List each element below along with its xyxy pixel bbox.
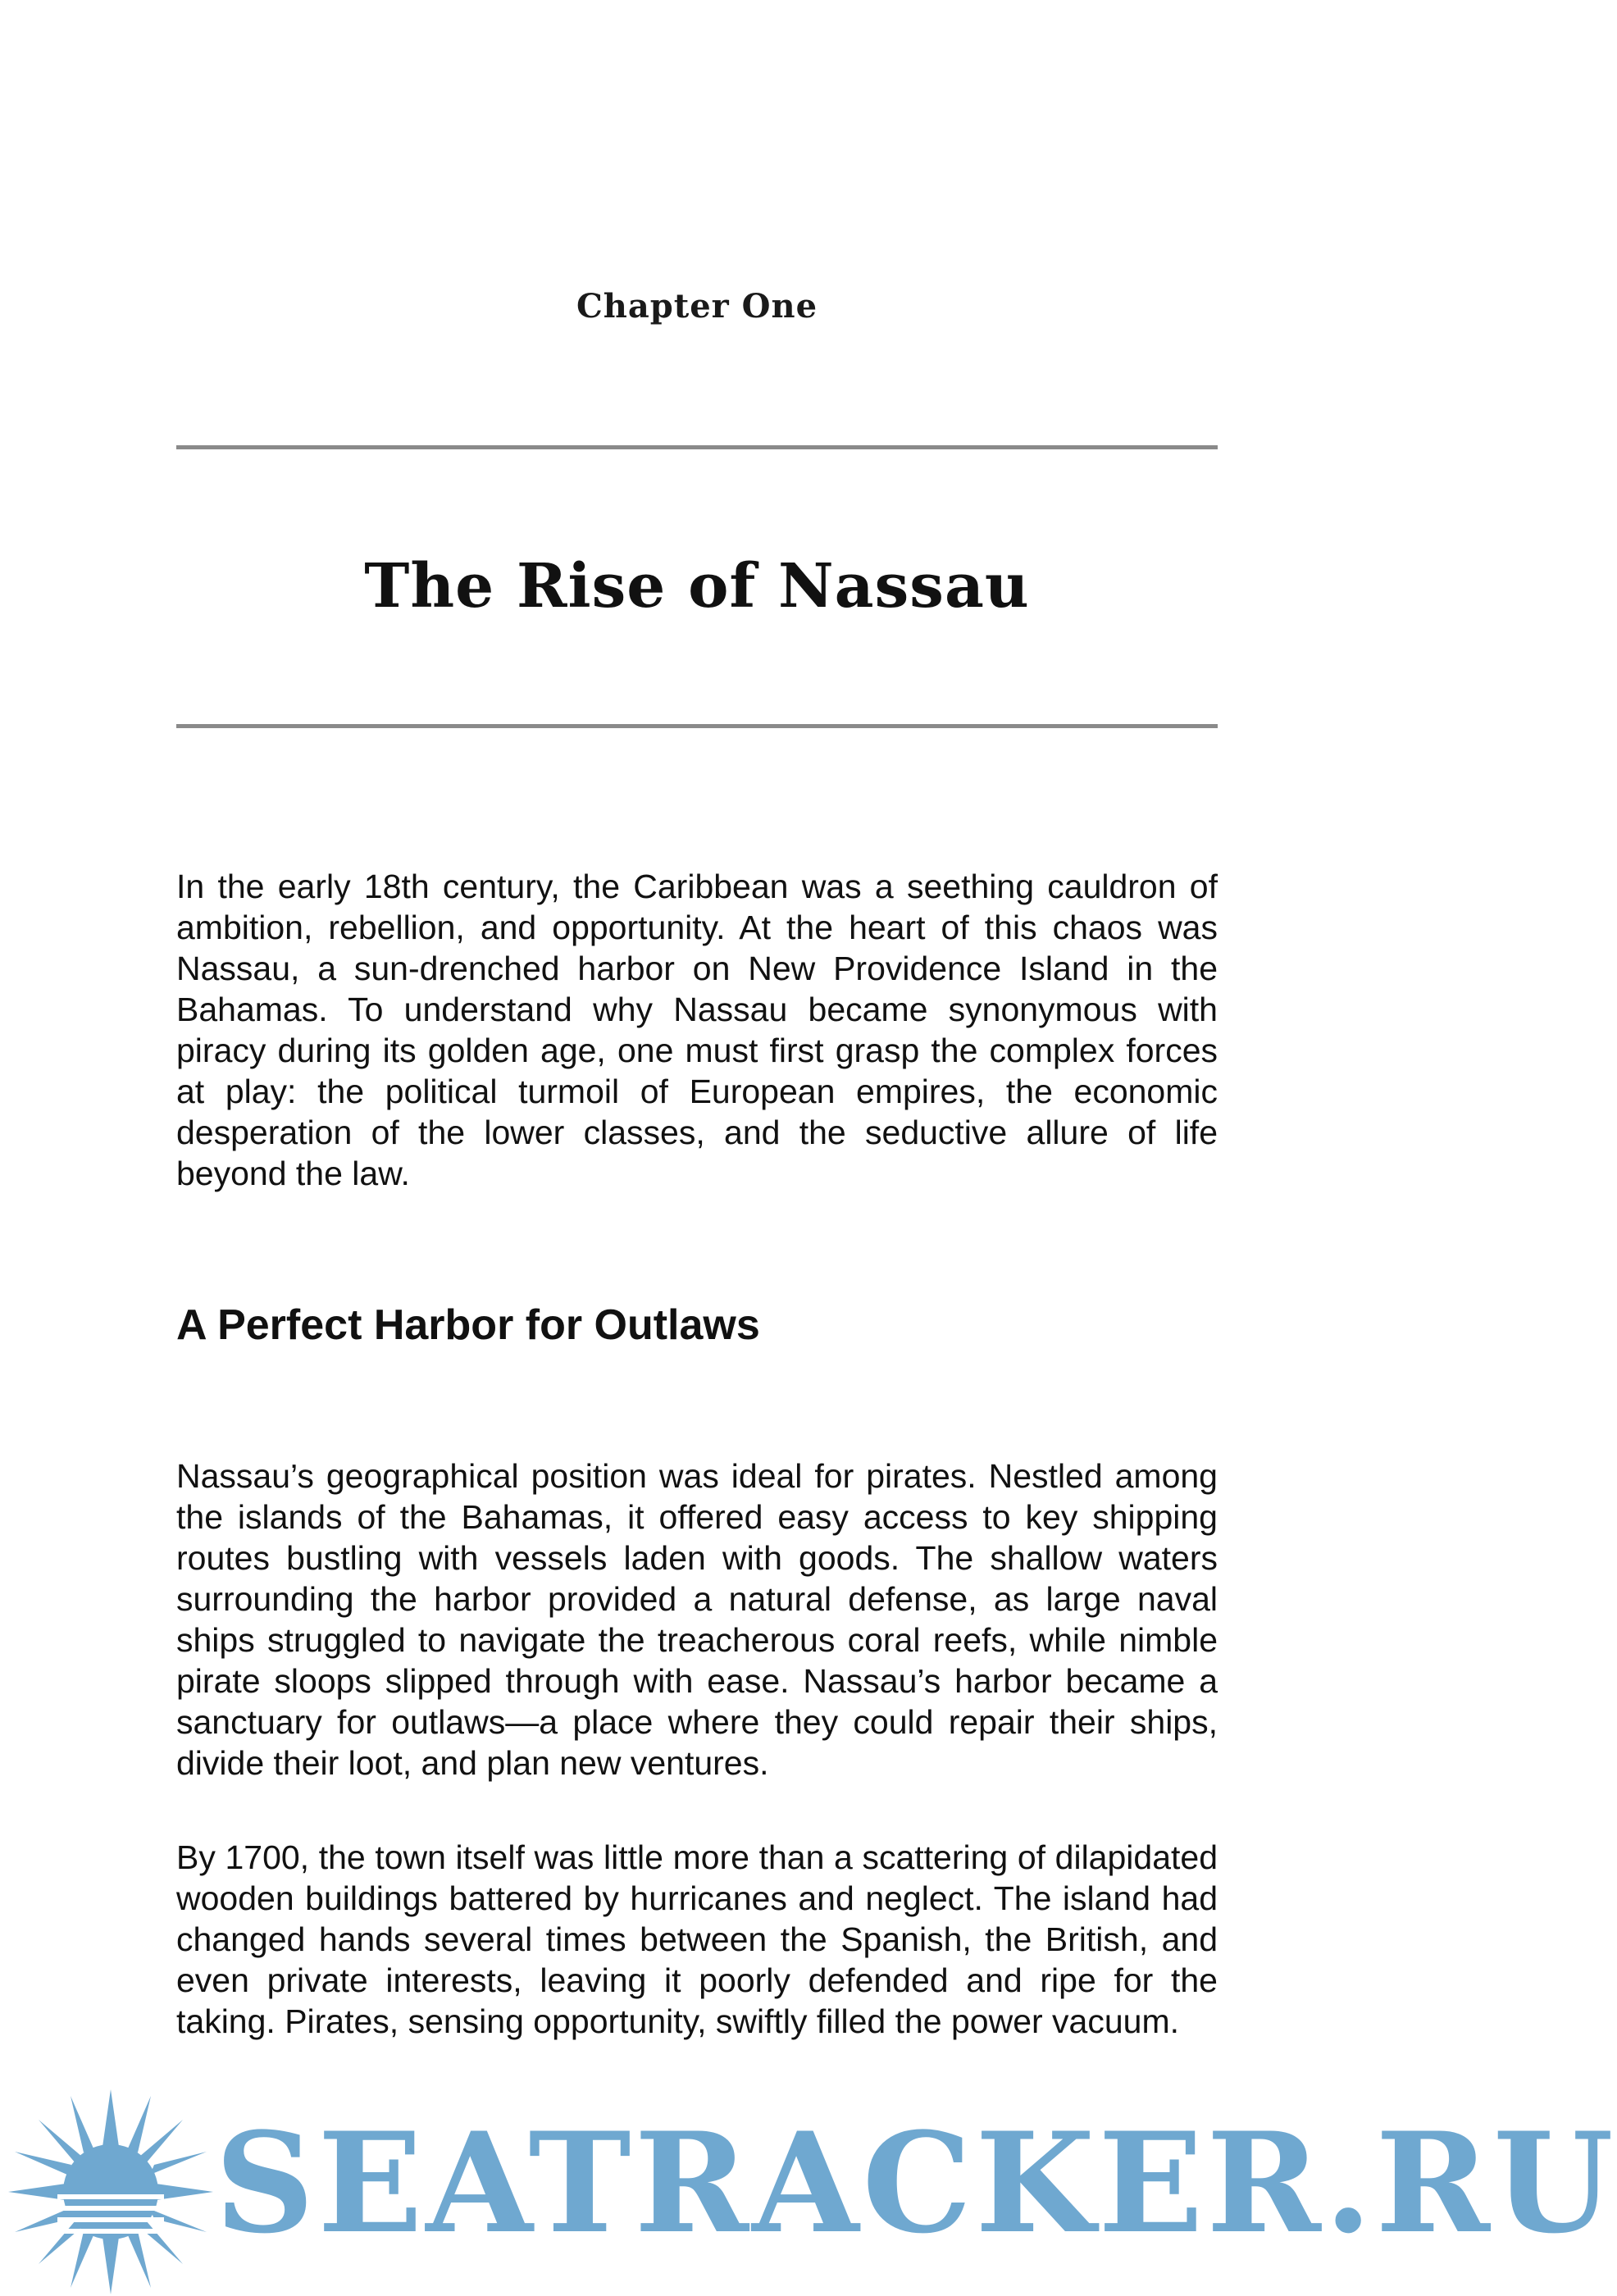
- section-paragraph-2: By 1700, the town itself was little more than a scattering of dilapidated wooden buildings battered by hurricanes and neglect. The island had changed hands several times between the Spanish, the British, and even private interests, leaving it poorly defended and ripe for the taking. Pirates, sensing opportunity, swiftly filled the power vacuum.: [176, 1838, 1218, 2040]
- intro-paragraph: In the early 18th century, the Caribbean was a seething cauldron of ambition, rebellion, and opportunity. At the heart of this chaos was Nassau, a sun-drenched harbor on New Providence Island in the Bahamas. To understand why Nassau became synonymous with piracy during its golden age, one must first grasp the complex forces at play: the political turmoil of European empires, the economic desperation of the lower classes, and the seductive allure of life beyond the law.: [176, 868, 1218, 1192]
- watermark-text: SEATRACKER.RU: [215, 2102, 1617, 2264]
- chapter-label: Chapter One: [576, 287, 818, 326]
- section-paragraph-1: Nassau’s geographical position was ideal for pirates. Nestled among the islands of the Bahamas, it offered easy access to key shipping routes bustling with vessels laden with goods. The shallow waters surrounding the harbor provided a natural defense, as large naval ships struggled to navigate the treacherous coral reefs, while nimble pirate sloops slipped through with ease. Nassau’s harbor became a sanctuary for outlaws—a place where they could repair their ships, divide their loot, and plan new ventures.: [176, 1457, 1218, 1782]
- bottom-divider: [176, 724, 1218, 728]
- sun-icon: [8, 2089, 213, 2294]
- top-divider: [176, 445, 1218, 449]
- section-heading: A Perfect Harbor for Outlaws: [176, 1301, 760, 1349]
- chapter-title: The Rise of Nassau: [364, 551, 1030, 622]
